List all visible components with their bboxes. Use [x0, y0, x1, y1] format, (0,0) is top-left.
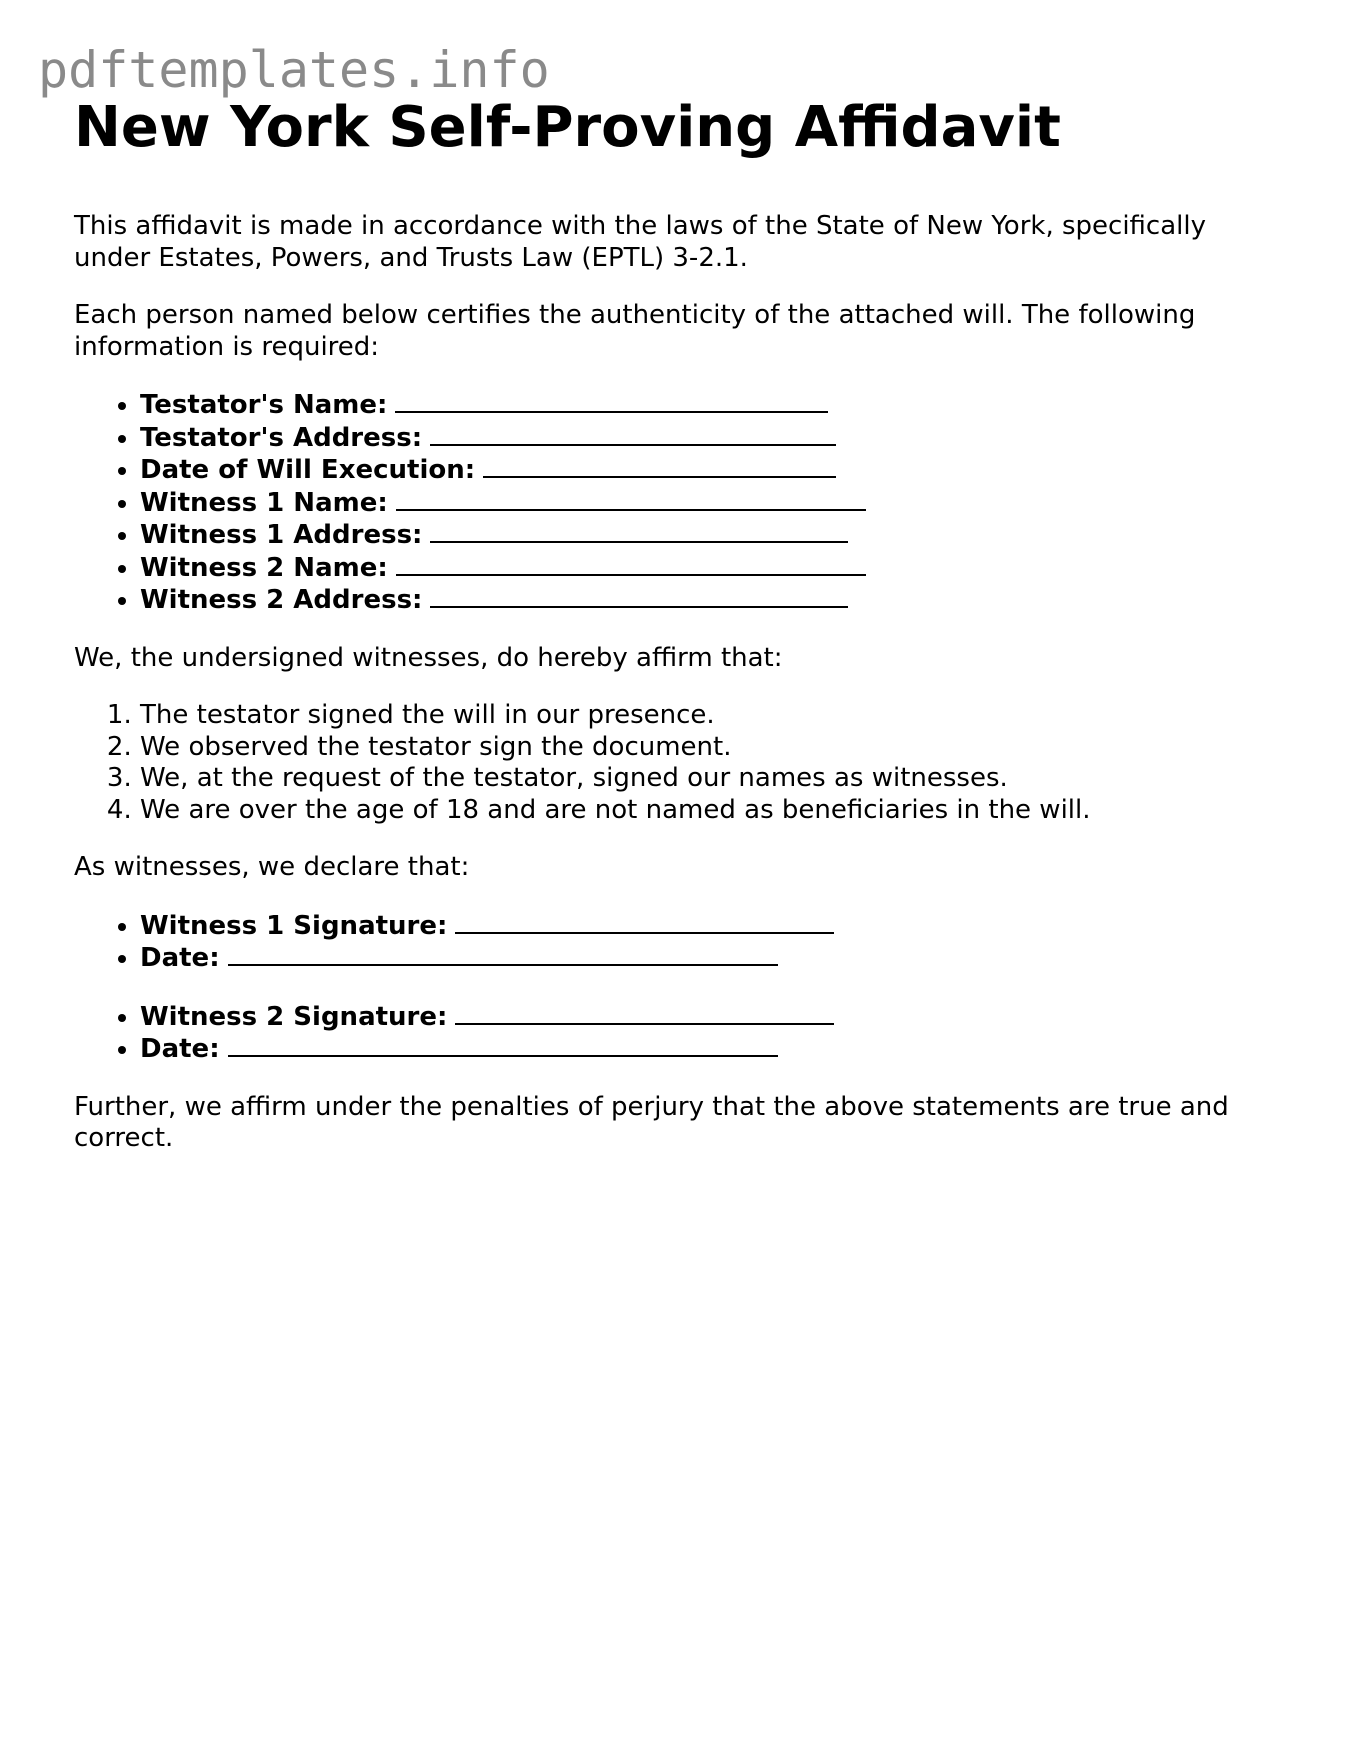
- testator-address-field[interactable]: [430, 422, 836, 446]
- testator-address-label: Testator's Address:: [140, 422, 423, 453]
- will-execution-date-label: Date of Will Execution:: [140, 455, 476, 485]
- witness2-name-field[interactable]: [396, 552, 866, 576]
- certification-paragraph: Each person named below certifies the authenticity of the attached will. The following information is required:: [74, 300, 1196, 362]
- witness2-signature-field[interactable]: [455, 1001, 834, 1025]
- witness1-signature-list: [74, 910, 1284, 975]
- witness2-address-field[interactable]: [430, 584, 848, 608]
- witness2-date-field[interactable]: [228, 1033, 778, 1057]
- witness2-date-label: Date:: [140, 1034, 220, 1064]
- affirmation-list: [74, 700, 1284, 826]
- list-item: [140, 389, 1284, 422]
- witness1-signature-label: Witness 1 Signature:: [140, 910, 448, 941]
- list-item: [140, 584, 1284, 617]
- will-execution-date-field[interactable]: [483, 454, 836, 478]
- list-item: [140, 1001, 1284, 1034]
- list-item: 1. The testator signed the will in our presence.: [140, 700, 1284, 732]
- witness1-name-field[interactable]: [396, 487, 866, 511]
- intro-paragraph: This affidavit is made in accordance with the laws of the State of New York, specifically under Estates, Powers, and Trusts Law (EPTL) 3-2.1.: [74, 211, 1206, 273]
- witness2-signature-list: [74, 1001, 1284, 1066]
- list-item: [140, 910, 1284, 943]
- list-item: [140, 487, 1284, 520]
- list-item: 2. We observed the testator sign the document.: [140, 732, 1284, 764]
- list-item: [140, 552, 1284, 585]
- list-item: [140, 942, 1284, 975]
- info-field-list: [74, 389, 1284, 617]
- witness1-name-label: Witness 1 Name:: [140, 487, 388, 518]
- list-item: 4. We are over the age of 18 and are not named as beneficiaries in the will.: [140, 795, 1284, 827]
- witness2-address-label: Witness 2 Address:: [140, 585, 423, 615]
- list-item: [140, 454, 1284, 487]
- affirm-intro: We, the undersigned witnesses, do hereby affirm that:: [74, 642, 783, 673]
- list-item: [140, 1033, 1284, 1066]
- list-item: [140, 519, 1284, 552]
- testator-name-field[interactable]: [395, 389, 828, 413]
- page-title: New York Self-Proving Affidavit: [74, 95, 1061, 160]
- witness1-address-label: Witness 1 Address:: [140, 520, 423, 550]
- witness1-signature-field[interactable]: [455, 910, 834, 934]
- declare-intro: As witnesses, we declare that:: [74, 852, 470, 882]
- witness1-address-field[interactable]: [430, 519, 848, 543]
- watermark: pdftemplates.info: [38, 41, 550, 99]
- affidavit-document: [74, 92, 1284, 1155]
- list-item: [140, 422, 1284, 455]
- witness1-date-field[interactable]: [228, 942, 778, 966]
- list-item: 3. We, at the request of the testator, signed our names as witnesses.: [140, 763, 1284, 795]
- witness1-date-label: Date:: [140, 943, 220, 973]
- witness2-signature-label: Witness 2 Signature:: [140, 1001, 448, 1032]
- closing-statement: Further, we affirm under the penalties of perjury that the above statements are true and correct.: [74, 1091, 1229, 1153]
- testator-name-label: Testator's Name:: [140, 390, 388, 420]
- witness2-name-label: Witness 2 Name:: [140, 552, 388, 583]
